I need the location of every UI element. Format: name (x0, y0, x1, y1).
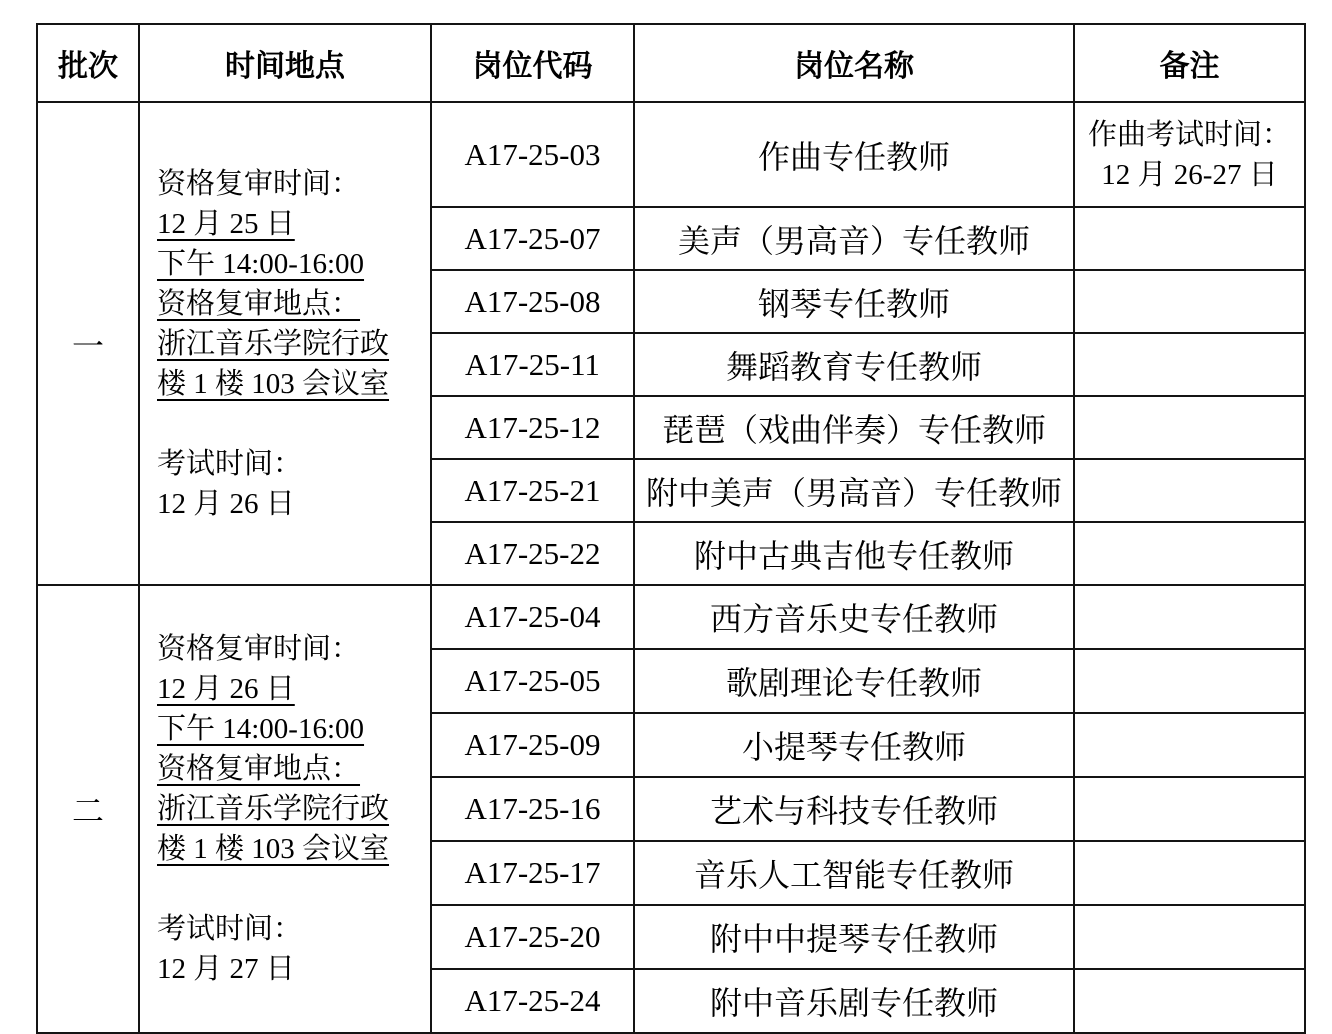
schedule-line: 下午 14:00-16:00 (157, 713, 365, 745)
position-name: 附中中提琴专任教师 (634, 905, 1074, 969)
header-cell-code: 岗位代码 (431, 24, 634, 102)
batch-1-schedule-cell (139, 102, 431, 585)
position-remark (1074, 841, 1305, 905)
position-name: 附中音乐剧专任教师 (634, 969, 1074, 1033)
position-code: A17-25-08 (431, 270, 634, 333)
position-code: A17-25-04 (431, 585, 634, 649)
header-cell-batch: 批次 (37, 24, 139, 102)
position-name: 音乐人工智能专任教师 (634, 841, 1074, 905)
schedule-line: 下午 14:00-16:00 (157, 247, 365, 280)
header-cell-name: 岗位名称 (634, 24, 1074, 102)
schedule-line: 资格复审时间： (157, 633, 361, 665)
position-remark (1074, 459, 1305, 522)
schedule-line: 考试时间： (157, 447, 303, 480)
schedule-line: 资格复审时间： (157, 167, 361, 200)
schedule-line: 12 月 26 日 (157, 673, 295, 705)
position-code: A17-25-07 (431, 207, 634, 270)
schedule-line: 楼 1 楼 103 会议室 (157, 833, 390, 865)
position-name: 附中美声（男高音）专任教师 (634, 459, 1074, 522)
batch-2-schedule-block (157, 629, 426, 989)
schedule-line: 考试时间： (157, 913, 303, 945)
position-code: A17-25-03 (431, 102, 634, 207)
position-name: 舞蹈教育专任教师 (634, 333, 1074, 396)
schedule-line: 浙江音乐学院行政 (157, 793, 390, 825)
remark-line: 作曲考试时间： (1087, 118, 1291, 151)
batch-2-label: 二 (37, 585, 139, 1033)
schedule-line: 浙江音乐学院行政 (157, 327, 390, 360)
position-remark (1074, 207, 1305, 270)
position-remark (1074, 396, 1305, 459)
table-row (37, 102, 1305, 207)
position-name: 艺术与科技专任教师 (634, 777, 1074, 841)
schedule-line: 资格复审地点： (157, 287, 361, 320)
position-code: A17-25-09 (431, 713, 634, 777)
position-name: 美声（男高音）专任教师 (634, 207, 1074, 270)
position-remark (1074, 333, 1305, 396)
position-code: A17-25-22 (431, 522, 634, 585)
schedule-line: 12 月 27 日 (157, 953, 295, 985)
position-code: A17-25-05 (431, 649, 634, 713)
batch-1-label: 一 (37, 102, 139, 585)
position-remark (1074, 270, 1305, 333)
table-header-row (37, 24, 1305, 102)
position-name: 附中古典吉他专任教师 (634, 522, 1074, 585)
table-row (37, 585, 1305, 649)
schedule-line: 12 月 26 日 (157, 487, 295, 520)
header-cell-remark: 备注 (1074, 24, 1305, 102)
position-code: A17-25-16 (431, 777, 634, 841)
position-code: A17-25-21 (431, 459, 634, 522)
position-name: 钢琴专任教师 (634, 270, 1074, 333)
batch-1-schedule-block (157, 164, 426, 524)
position-code: A17-25-17 (431, 841, 634, 905)
position-remark (1074, 969, 1305, 1033)
position-name: 作曲专任教师 (634, 102, 1074, 207)
position-name: 小提琴专任教师 (634, 713, 1074, 777)
position-code: A17-25-20 (431, 905, 634, 969)
header-cell-schedule: 时间地点 (139, 24, 431, 102)
position-code: A17-25-11 (431, 333, 634, 396)
position-code: A17-25-24 (431, 969, 634, 1033)
position-code: A17-25-12 (431, 396, 634, 459)
batch-2-schedule-cell (139, 585, 431, 1033)
position-remark (1074, 649, 1305, 713)
schedule-line: 资格复审地点： (157, 753, 361, 785)
position-remark (1074, 102, 1305, 207)
schedule-line: 楼 1 楼 103 会议室 (157, 367, 390, 400)
position-remark (1074, 713, 1305, 777)
position-remark (1074, 522, 1305, 585)
position-name: 歌剧理论专任教师 (634, 649, 1074, 713)
position-remark (1074, 777, 1305, 841)
position-name: 琵琶（戏曲伴奏）专任教师 (634, 396, 1074, 459)
position-remark (1074, 585, 1305, 649)
position-remark (1074, 905, 1305, 969)
position-name: 西方音乐史专任教师 (634, 585, 1074, 649)
recruitment-schedule-table (36, 23, 1306, 1034)
schedule-line: 12 月 25 日 (157, 207, 295, 240)
remark-line: 12 月 26-27 日 (1101, 158, 1278, 191)
